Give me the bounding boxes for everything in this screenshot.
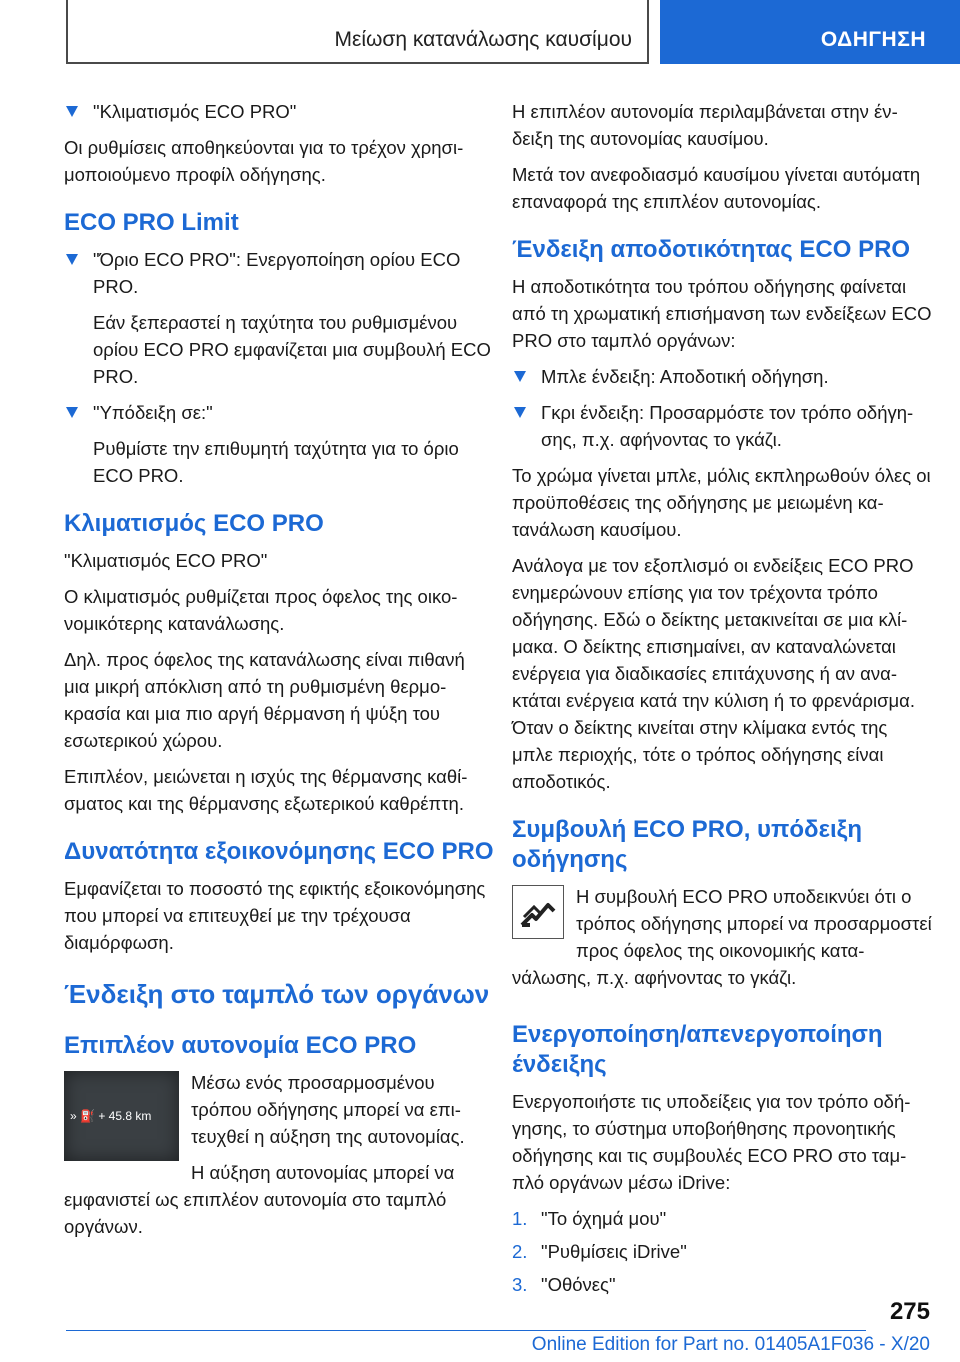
- step-number: 1.: [512, 1208, 528, 1229]
- list-item-subtext: Ρυθμίστε την επιθυμητή ταχύτητα για το όριο ECO PRO.: [93, 438, 459, 486]
- triangle-bullet-icon: [514, 407, 526, 418]
- page-number: 275: [889, 1298, 930, 1325]
- section-tab: ΟΔΗΓΗΣΗ: [660, 0, 960, 64]
- heading-extra-range: Επιπλέον αυτονομία ECO PRO: [64, 1032, 417, 1059]
- eco-tip-image: [512, 885, 564, 939]
- step-item: [512, 1271, 932, 1298]
- paragraph: Ενεργοποιήστε τις υποδείξεις για τον τρόπο οδήγησης, το σύστημα υποβοήθησης προνοητικής οδήγησης και τις συμβουλές ECO PRO στο ταμπλό οργάνων μέσω iDrive:: [512, 1091, 911, 1193]
- heading-toggle-display: Ενεργοποίηση/απενεργοποίηση ένδειξης: [512, 1021, 883, 1078]
- list-item: [64, 399, 494, 489]
- list-item-text: Μπλε ένδειξη: Αποδοτική οδήγηση.: [541, 366, 829, 387]
- list-item-subtext: Εάν ξεπεραστεί η ταχύτητα του ρυθμισμένου ορίου ECO PRO εμφανίζεται μια συμβουλή ECO PRO.: [93, 312, 491, 387]
- step-item: [512, 1205, 932, 1232]
- right-column: [512, 98, 932, 1304]
- step-text: "Οθόνες": [541, 1274, 616, 1295]
- paragraph: Μετά τον ανεφοδιασμό καυσίμου γίνεται αυτόματη επαναφορά της επιπλέον αυτονομίας.: [512, 164, 921, 212]
- range-value: + 45.8 km: [98, 1109, 152, 1123]
- paragraph: Επιπλέον, μειώνεται η ισχύς της θέρμανσης καθίσματος και της θέρμανσης εξωτερικού καθρέπτη.: [64, 766, 468, 814]
- double-chevron-icon: »: [70, 1109, 77, 1123]
- paragraph: Ο κλιματισμός ρυθμίζεται προς όφελος της οικονομικότερης κατανάλωσης.: [64, 586, 458, 634]
- triangle-bullet-icon: [514, 371, 526, 382]
- paragraph: Οι ρυθμίσεις αποθηκεύονται για το τρέχον χρησιμοποιούμενο προφίλ οδήγησης.: [64, 137, 464, 185]
- step-text: "Το όχημά μου": [541, 1208, 667, 1229]
- paragraph: Μέσω ενός προσαρμοσμένου τρόπου οδήγησης μπορεί να επιτευχθεί η αύξηση της αυτονομίας.: [191, 1072, 465, 1147]
- list-item-text: Γκρι ένδειξη: Προσαρμόστε τον τρόπο οδήγησης, π.χ. αφήνοντας το γκάζι.: [541, 402, 914, 450]
- heading-efficiency-display: Ένδειξη αποδοτικότητας ECO PRO: [512, 236, 911, 263]
- list-item-text: "Κλιματισμός ECO PRO": [93, 101, 297, 122]
- triangle-bullet-icon: [66, 254, 78, 265]
- instrument-cluster-image: [64, 1071, 179, 1161]
- paragraph: Η συμβουλή ECO PRO υποδεικνύει ότι ο τρόπος οδήγησης μπορεί να προσαρμοστεί προς όφελος της οικονομικής κατανάλωσης, π.χ. αφήνοντας το γκάζι.: [512, 886, 932, 988]
- paragraph: Η επιπλέον αυτονομία περιλαμβάνεται στην ένδειξη της αυτονομίας καυσίμου.: [512, 101, 898, 149]
- heading-climate-eco-pro: Κλιματισμός ECO PRO: [64, 510, 324, 537]
- left-column: [64, 98, 494, 1249]
- footer-divider: [66, 1330, 866, 1331]
- list-item: [512, 399, 932, 453]
- step-number: 3.: [512, 1274, 528, 1295]
- paragraph: Ανάλογα με τον εξοπλισμό οι ενδείξεις ECO PRO ενημερώνουν επίσης για τον τρέχοντα τρόπο οδήγησης. Εδώ ο δείκτης μετακινείται σε μια κλίμακα. Ο δείκτης επισημαίνει, αν καταναλώνεται ενέργεια για διαδικασίες επιτάχυνσης ή αν ανακτάται ενέργεια κατά την κύλιση ή το φρενάρισμα. Όταν ο δείκτης κινείται στην κλίμακα εντός της μπλε περιοχής, τότε ο τρόπος οδήγησης είναι αποδοτικός.: [512, 555, 916, 792]
- heading-instrument-display: Ένδειξη στο ταμπλό των οργάνων: [64, 979, 490, 1009]
- foot-pedal-icon: [512, 885, 564, 939]
- heading-eco-pro-limit: ECO PRO Limit: [64, 209, 239, 236]
- step-item: [512, 1238, 932, 1265]
- paragraph: Το χρώμα γίνεται μπλε, μόλις εκπληρωθούν όλες οι προϋποθέσεις της οδήγησης με μειωμένη κατανάλωση καυσίμου.: [512, 465, 931, 540]
- fuel-pump-icon: ⛽: [80, 1109, 95, 1123]
- paragraph: Εμφανίζεται το ποσοστό της εφικτής εξοικονόμησης που μπορεί να επιτευχθεί με την τρέχουσα διαμόρφωση.: [64, 878, 486, 953]
- range-readout: [70, 1109, 151, 1123]
- paragraph: "Κλιματισμός ECO PRO": [64, 550, 268, 571]
- list-item: [64, 98, 494, 125]
- paragraph: Η αύξηση αυτονομίας μπορεί να εμφανιστεί ως επιπλέον αυτονομία στο ταμπλό οργάνων.: [64, 1162, 455, 1237]
- list-item: [512, 363, 932, 390]
- list-item-text: "Όριο ECO PRO": Ενεργοποίηση ορίου ECO PRO.: [93, 249, 461, 297]
- heading-eco-pro-tip: Συμβουλή ECO PRO, υπόδειξη οδήγησης: [512, 816, 862, 873]
- edition-note: Online Edition for Part no. 01405A1F036 - X/20: [531, 1334, 930, 1355]
- list-item: [64, 246, 494, 390]
- triangle-bullet-icon: [66, 106, 78, 117]
- step-number: 2.: [512, 1241, 528, 1262]
- triangle-bullet-icon: [66, 407, 78, 418]
- heading-savings-potential: Δυνατότητα εξοικονόμησης ECO PRO: [64, 838, 494, 865]
- chapter-title: Μείωση κατανάλωσης καυσίμου: [334, 28, 632, 51]
- step-text: "Ρυθμίσεις iDrive": [541, 1241, 687, 1262]
- paragraph: Η αποδοτικότητα του τρόπου οδήγησης φαίνεται από τη χρωματική επισήμανση των ενδείξεων ECO PRO στο ταμπλό οργάνων:: [512, 276, 932, 351]
- list-item-text: "Υπόδειξη σε:": [93, 402, 213, 423]
- paragraph: Δηλ. προς όφελος της κατανάλωσης είναι πιθανή μια μικρή απόκλιση από τη ρυθμισμένη θερμοκρασία και μια πιο αργή θέρμανση ή ψύξη του εσωτερικού χώρου.: [64, 649, 465, 751]
